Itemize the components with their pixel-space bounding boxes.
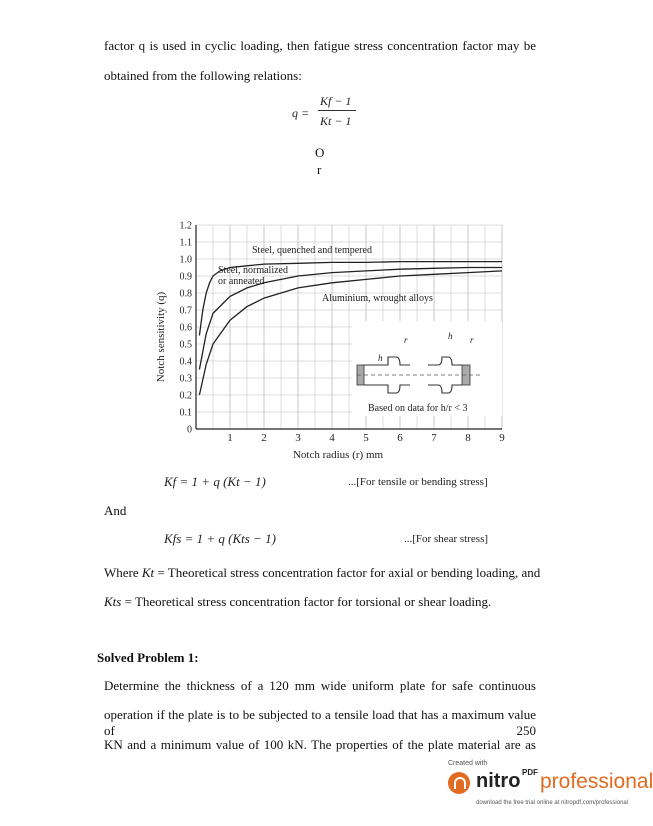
- series-label-normalized-2: or anneated: [218, 276, 265, 287]
- eq2-text: Kfs = 1 + q (Kts − 1): [164, 531, 276, 546]
- eq1-text: Kf = 1 + q (Kt − 1): [164, 474, 266, 489]
- where-prefix: Where: [104, 565, 142, 580]
- x-tick-label: 5: [363, 432, 369, 444]
- series-label-aluminium: Aluminium, wrought alloys: [322, 293, 433, 304]
- x-tick-label: 3: [295, 432, 301, 444]
- y-tick-label: 0.7: [179, 305, 192, 317]
- inset-r-label-2: r: [470, 335, 474, 345]
- y-tick-label: 0.4: [179, 356, 192, 368]
- q-eq-denominator: Kt − 1: [320, 114, 352, 128]
- x-tick-label: 8: [465, 432, 471, 444]
- notch-inset-diagram: [352, 321, 502, 416]
- inset-h-label-2: h: [448, 331, 453, 341]
- notch-sensitivity-chart: [152, 215, 522, 465]
- y-tick-label: 0: [187, 424, 192, 436]
- x-tick-label: 7: [431, 432, 437, 444]
- inset-r-label-1: r: [404, 335, 408, 345]
- y-tick-label: 0.3: [179, 373, 192, 385]
- where-line-1: [104, 565, 540, 581]
- x-axis-label: Notch radius (r) mm: [292, 449, 384, 461]
- x-tick-label: 2: [261, 432, 267, 444]
- series-label-quenched: Steel, quenched and tempered: [252, 245, 372, 256]
- x-tick-label: 4: [329, 432, 335, 444]
- y-tick-label: 0.9: [179, 271, 192, 283]
- watermark-professional: professional: [540, 770, 653, 793]
- inset-h-label-1: h: [378, 353, 383, 363]
- y-tick-label: 0.1: [179, 407, 192, 419]
- inset-note: Based on data for h/r < 3: [368, 403, 468, 414]
- or-letter-o: O: [315, 145, 325, 160]
- chart-svg: [152, 215, 522, 465]
- q-eq-lhs: q =: [292, 106, 310, 120]
- watermark-download: download the free trial online at nitropdf.com/professional: [476, 800, 629, 806]
- watermark-pdf: PDF: [522, 768, 538, 777]
- where-kt-symbol: Kt: [141, 565, 155, 580]
- intro-line-2: obtained from the following relations:: [104, 68, 302, 83]
- intro-line-1: factor q is used in cyclic loading, then fatigue stress concentration factor may be: [104, 38, 536, 53]
- eq1-note: ...[For tensile or bending stress]: [348, 476, 488, 488]
- where-line-2: [104, 594, 491, 610]
- y-tick-label: 0.6: [179, 322, 192, 334]
- watermark-created: Created with: [448, 760, 488, 767]
- y-tick-label: 0.5: [179, 339, 192, 351]
- problem-heading: Solved Problem 1:: [97, 650, 199, 665]
- y-tick-label: 0.8: [179, 288, 192, 300]
- and-label: And: [104, 503, 127, 518]
- problem-line-2: operation if the plate is to be subjected to a tensile load that has a maximum value of 250: [104, 707, 536, 738]
- nitro-watermark: [448, 760, 653, 818]
- x-tick-label: 1: [227, 432, 233, 444]
- problem-line-3: KN and a minimum value of 100 kN. The properties of the plate material are as: [104, 737, 536, 752]
- q-eq-numerator: Kf − 1: [320, 94, 352, 108]
- nitro-logo-icon: [448, 772, 470, 794]
- y-tick-label: 1.1: [179, 237, 192, 249]
- y-axis-label: Notch sensitivity (q): [155, 291, 167, 383]
- fraction-bar: [318, 110, 356, 111]
- where-kts-definition: = Theoretical stress concentration factor for torsional or shear loading.: [121, 594, 492, 609]
- y-tick-label: 1.2: [179, 220, 192, 232]
- where-kt-definition: = Theoretical stress concentration factor for axial or bending loading, and: [154, 565, 541, 580]
- where-kts-symbol: Kts: [104, 594, 122, 609]
- series-label-normalized-1: Steel, normalized: [218, 265, 288, 276]
- y-tick-label: 1.0: [179, 254, 192, 266]
- y-tick-label: 0.2: [179, 390, 192, 402]
- x-tick-label: 9: [499, 432, 505, 444]
- x-tick-label: 6: [397, 432, 403, 444]
- or-letter-r: r: [317, 162, 322, 177]
- eq2-note: ...[For shear stress]: [404, 533, 489, 545]
- problem-line-1: Determine the thickness of a 120 mm wide uniform plate for safe continuous: [104, 678, 536, 693]
- watermark-brand: nitro: [476, 770, 521, 792]
